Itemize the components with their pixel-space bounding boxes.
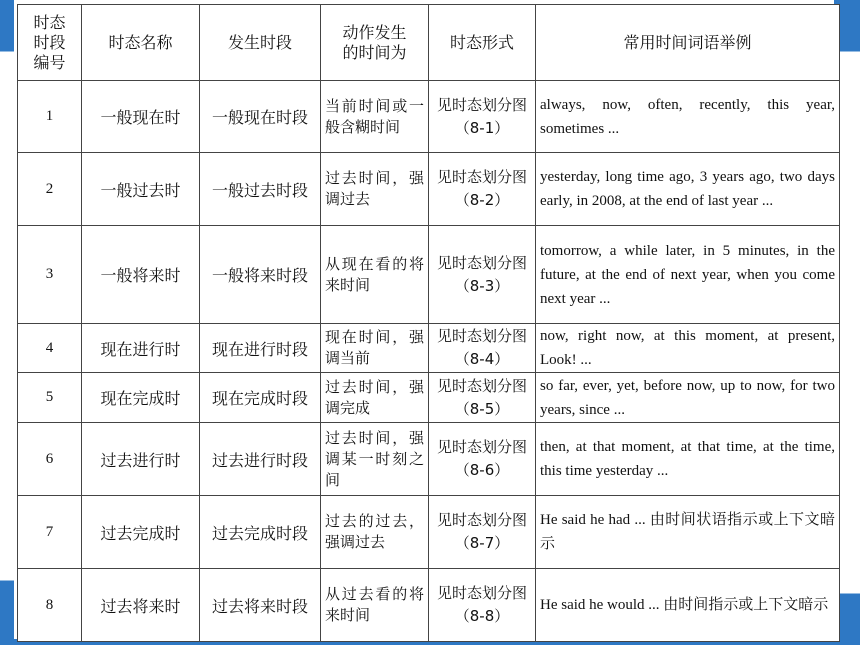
tense-name: 一般将来时	[82, 226, 200, 324]
header-form: 时态形式	[429, 5, 536, 81]
tense-period: 一般将来时段	[200, 226, 321, 324]
tense-name: 一般现在时	[82, 81, 200, 153]
table-row	[18, 81, 840, 153]
tense-form: 见时态划分图（8-3）	[429, 226, 536, 324]
time-expressions: now, right now, at this moment, at present, Look! ...	[536, 324, 840, 373]
action-timing: 过去时间，强调过去	[321, 153, 429, 226]
time-expressions: then, at that moment, at that time, at the time, this time yesterday ...	[536, 423, 840, 496]
tense-form: 见时态划分图（8-1）	[429, 81, 536, 153]
header-timing: 动作发生 的时间为	[321, 5, 429, 81]
table-header-row	[18, 5, 840, 81]
tense-form: 见时态划分图（8-2）	[429, 153, 536, 226]
action-timing: 现在时间，强调当前	[321, 324, 429, 373]
action-timing: 过去的过去，强调过去	[321, 496, 429, 569]
header-name: 时态名称	[82, 5, 200, 81]
tense-name: 过去完成时	[82, 496, 200, 569]
header-period: 发生时段	[200, 5, 321, 81]
time-expressions: always, now, often, recently, this year, sometimes ...	[536, 81, 840, 153]
tense-table	[17, 4, 840, 642]
time-expressions: He said he had ... 由时间状语指示或上下文暗示	[536, 496, 840, 569]
row-number: 3	[18, 226, 82, 324]
tense-period: 一般现在时段	[200, 81, 321, 153]
time-expressions: yesterday, long time ago, 3 years ago, two days early, in 2008, at the end of last year ...	[536, 153, 840, 226]
tense-period: 现在完成时段	[200, 373, 321, 423]
row-number: 4	[18, 324, 82, 373]
tense-form: 见时态划分图（8-8）	[429, 569, 536, 642]
table-row	[18, 569, 840, 642]
row-number: 2	[18, 153, 82, 226]
action-timing: 从现在看的将来时间	[321, 226, 429, 324]
tense-name: 一般过去时	[82, 153, 200, 226]
time-expressions: so far, ever, yet, before now, up to now, for two years, since ...	[536, 373, 840, 423]
time-expressions: He said he would ... 由时间指示或上下文暗示	[536, 569, 840, 642]
tense-name: 过去进行时	[82, 423, 200, 496]
action-timing: 当前时间或一般含糊时间	[321, 81, 429, 153]
row-number: 5	[18, 373, 82, 423]
action-timing: 从过去看的将来时间	[321, 569, 429, 642]
header-number: 时态 时段 编号	[18, 5, 82, 81]
row-number: 1	[18, 81, 82, 153]
tense-period: 现在进行时段	[200, 324, 321, 373]
time-expressions: tomorrow, a while later, in 5 minutes, in the future, at the end of next year, when you come next year ...	[536, 226, 840, 324]
tense-form: 见时态划分图（8-4）	[429, 324, 536, 373]
tense-form: 见时态划分图（8-7）	[429, 496, 536, 569]
table-row	[18, 153, 840, 226]
tense-period: 过去将来时段	[200, 569, 321, 642]
tense-name: 现在完成时	[82, 373, 200, 423]
tense-period: 过去进行时段	[200, 423, 321, 496]
tense-period: 过去完成时段	[200, 496, 321, 569]
table-row	[18, 373, 840, 423]
table-row	[18, 324, 840, 373]
row-number: 7	[18, 496, 82, 569]
row-number: 8	[18, 569, 82, 642]
table-row	[18, 423, 840, 496]
tense-form: 见时态划分图（8-5）	[429, 373, 536, 423]
table-row	[18, 226, 840, 324]
tense-period: 一般过去时段	[200, 153, 321, 226]
tense-name: 过去将来时	[82, 569, 200, 642]
tense-name: 现在进行时	[82, 324, 200, 373]
slide-left-accent	[0, 0, 14, 645]
header-examples: 常用时间词语举例	[536, 5, 840, 81]
action-timing: 过去时间，强调某一时刻之间	[321, 423, 429, 496]
table-row	[18, 496, 840, 569]
action-timing: 过去时间，强调完成	[321, 373, 429, 423]
row-number: 6	[18, 423, 82, 496]
tense-form: 见时态划分图（8-6）	[429, 423, 536, 496]
